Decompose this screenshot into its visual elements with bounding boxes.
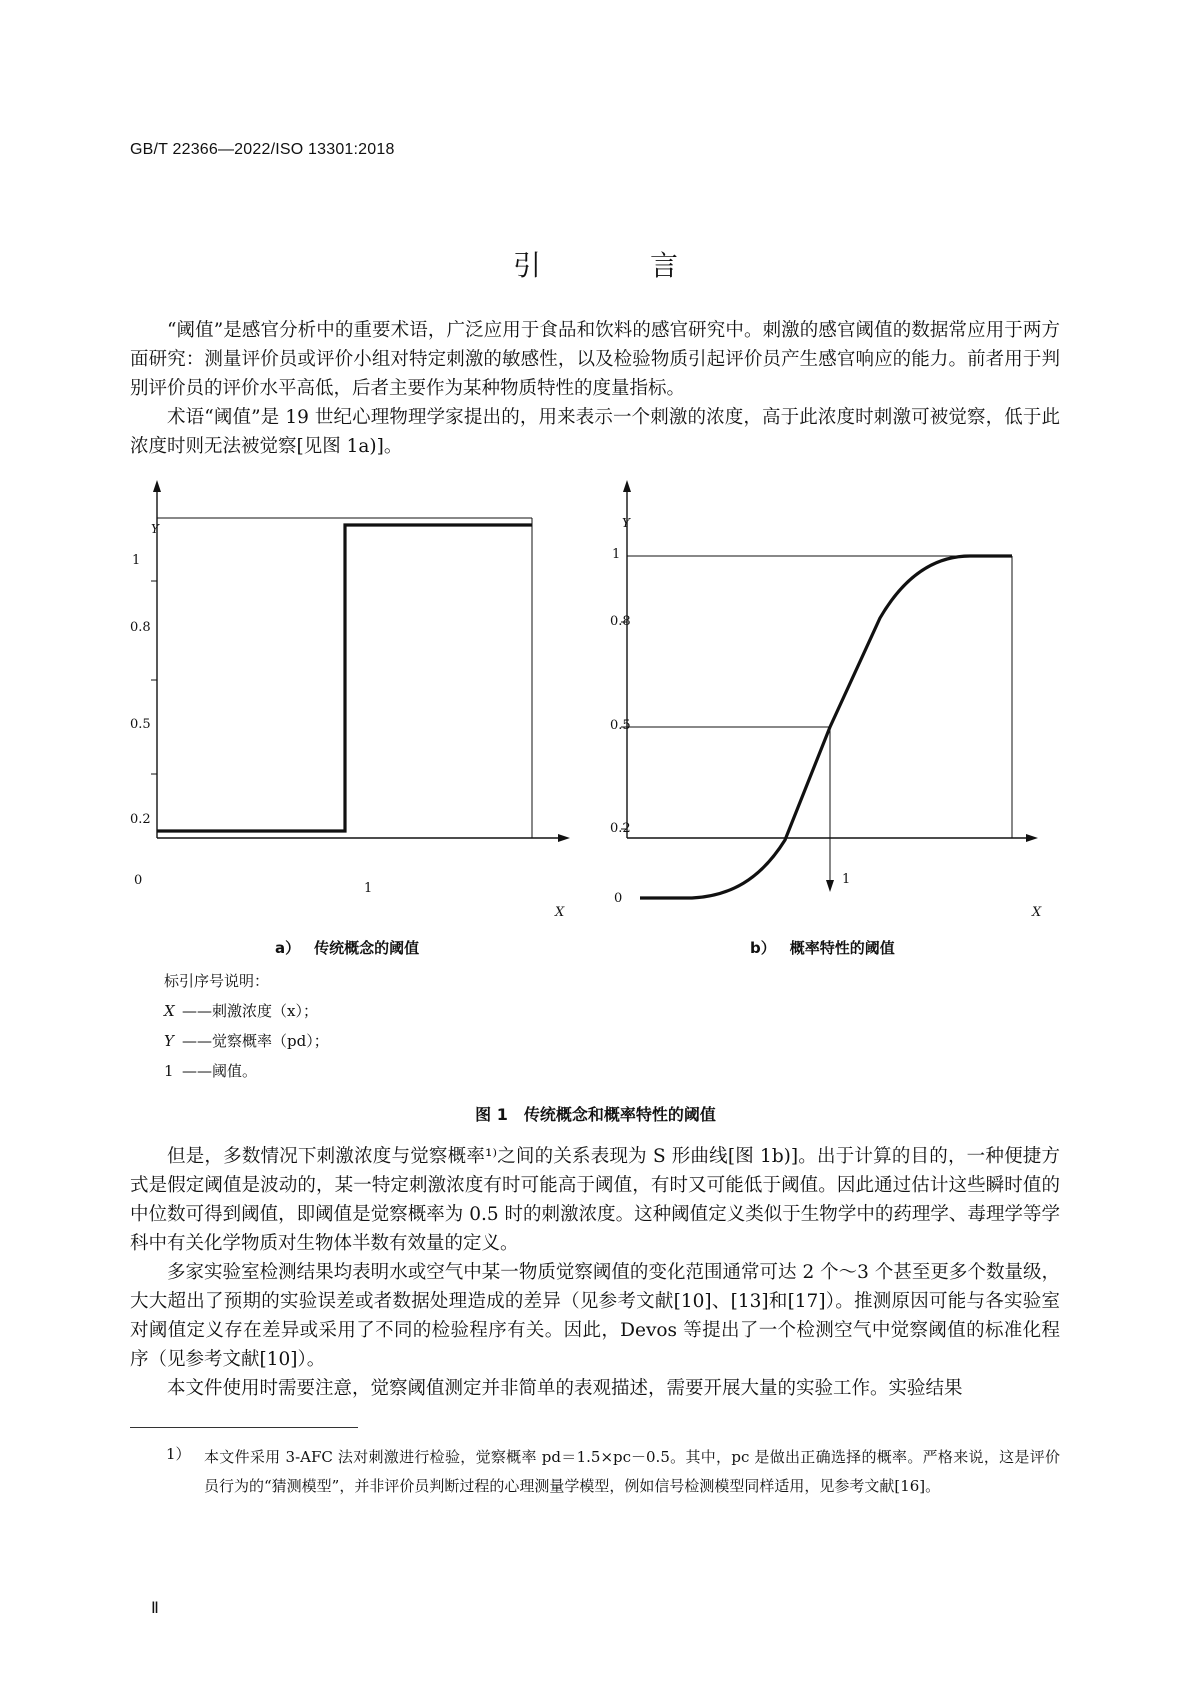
legend-desc: ——刺激浓度（x）； xyxy=(182,1002,318,1020)
figure-legend xyxy=(164,966,329,1086)
page-number: Ⅱ xyxy=(151,1600,159,1617)
chart-a-tick-label-02: 0.2 xyxy=(130,812,151,827)
chart-b-tick-label-0: 0 xyxy=(614,891,623,906)
legend-item-1 xyxy=(164,1056,329,1086)
chart-b-panel-label: b） xyxy=(750,939,776,957)
chart-b-y-arrow xyxy=(623,480,631,492)
chart-b-y-title: Y xyxy=(622,516,630,530)
footnote-divider xyxy=(130,1427,358,1428)
legend-item-y xyxy=(164,1026,329,1056)
paragraph-intro-2: 术语“阈值”是 19 世纪心理物理学家提出的，用来表示一个刺激的浓度，高于此浓度时刺激可被觉察，低于此浓度时则无法被觉察[见图 1a)]。 xyxy=(130,407,1060,457)
chart-a-annotation: 1 xyxy=(364,881,373,896)
legend-heading: 标引序号说明： xyxy=(164,972,270,990)
chart-b-tick-label-1: 1 xyxy=(612,547,621,562)
chart-a-x-title: X xyxy=(555,905,565,920)
figure-title: 图 1 传统概念和概率特性的阈值 xyxy=(475,1105,716,1124)
chart-a xyxy=(151,480,570,842)
chart-a-caption-text: 传统概念的阈值 xyxy=(314,939,420,957)
paragraph-body-2: 多家实验室检测结果均表明水或空气中某一物质觉察阈值的变化范围通常可达 2 个～3 个甚至更多个数量级，大大超出了预期的实验误差或者数据处理造成的差异（见参考文献[10]、[13]和[17]）。推测原因可能与各实验室对阈值定义存在差异或采用了不同的检验程序有关。因此，Devos 等提出了一个检测空气中觉察阈值的标准化程序（见参考文献[10]）。 xyxy=(130,1262,1060,1370)
section-title: 引 言 xyxy=(513,249,728,282)
legend-key: Y xyxy=(164,1032,174,1050)
legend-item-x xyxy=(164,996,329,1026)
chart-b-sigmoid-series xyxy=(640,556,1012,898)
chart-a-tick-label-08: 0.8 xyxy=(130,620,151,635)
chart-a-caption xyxy=(275,937,419,958)
chart-b-x-arrow xyxy=(1026,834,1038,842)
chart-b-threshold-arrowhead xyxy=(826,880,834,892)
paragraph-intro-1: “阈值”是感官分析中的重要术语，广泛应用于食品和饮料的感官研究中。刺激的感官阈值的数据常应用于两方面研究：测量评价员或评价小组对特定刺激的敏感性，以及检验物质引起评价员产生感官响应的能力。前者用于判别评价员的评价水平高低，后者主要作为某种物质特性的度量指标。 xyxy=(130,320,1060,399)
chart-b-tick-label-05: 0.5 xyxy=(610,718,631,733)
chart-b-caption xyxy=(750,937,895,958)
chart-a-x-arrow xyxy=(558,834,570,842)
footnote-text: 本文件采用 3-AFC 法对刺激进行检验，觉察概率 pd＝1.5×pc－0.5。其中，pc 是做出正确选择的概率。严格来说，这是评价员行为的“猜测模型”，并非评价员判断过程的心理测量学模型，例如信号检测模型同样适用，见参考文献[16]。 xyxy=(204,1448,1060,1495)
chart-b-caption-text: 概率特性的阈值 xyxy=(789,939,895,957)
footnote-number: 1） xyxy=(166,1445,191,1463)
chart-a-tick-label-0: 0 xyxy=(134,873,143,888)
document-header-code: GB/T 22366—2022/ISO 13301:2018 xyxy=(130,141,395,158)
chart-a-tick-label-05: 0.5 xyxy=(130,717,151,732)
chart-a-y-title: Y xyxy=(151,522,159,536)
chart-b-annotation: 1 xyxy=(842,872,851,887)
chart-a-y-arrow xyxy=(153,480,161,492)
chart-b-x-title: X xyxy=(1032,905,1042,920)
legend-desc: ——觉察概率（pd）； xyxy=(182,1032,329,1050)
legend-desc: ——阈值。 xyxy=(182,1062,258,1080)
chart-a-step-series xyxy=(157,525,532,831)
legend-key: 1 xyxy=(164,1062,174,1080)
paragraph-body-3: 本文件使用时需要注意，觉察阈值测定并非简单的表观描述，需要开展大量的实验工作。实验结果 xyxy=(167,1378,963,1399)
legend-key: X xyxy=(164,1002,175,1020)
chart-b-tick-label-02: 0.2 xyxy=(610,821,631,836)
chart-a-tick-label-1: 1 xyxy=(132,553,141,568)
chart-b-tick-label-08: 0.8 xyxy=(610,614,631,629)
chart-b xyxy=(621,480,1038,898)
paragraph-body-1: 但是，多数情况下刺激浓度与觉察概率¹⁾之间的关系表现为 S 形曲线[图 1b)]。出于计算的目的，一种便捷方式是假定阈值是波动的，某一特定刺激浓度有时可能高于阈值，有时又可能低于阈值。因此通过估计这些瞬时值的中位数可得到阈值，即阈值是觉察概率为 0.5 时的刺激浓度。这种阈值定义类似于生物学中的药理学、毒理学等学科中有关化学物质对生物体半数有效量的定义。 xyxy=(130,1146,1060,1254)
chart-a-panel-label: a） xyxy=(275,939,301,957)
